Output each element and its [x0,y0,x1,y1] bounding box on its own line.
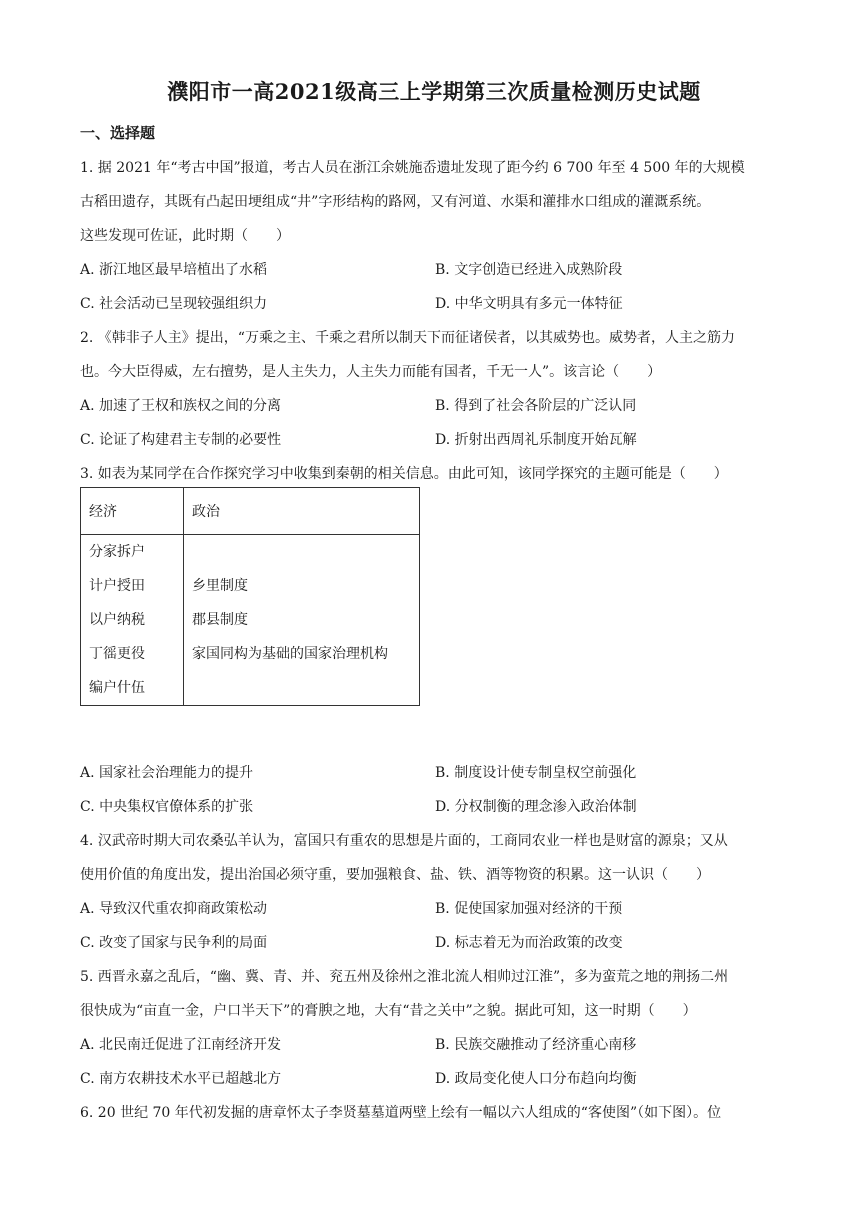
q3-option-a: A. 国家社会治理能力的提升 [80,765,254,781]
politics-item: 郡县制度 [192,612,248,628]
q1-option-c: C. 社会活动已呈现较强组织力 [80,296,268,312]
q4-option-b: B. 促使国家加强对经济的干预 [435,901,623,917]
economy-item: 分家拆户 [89,544,145,560]
q4-option-c: C. 改变了国家与民争利的局面 [80,935,268,951]
q4-option-a: A. 导致汉代重农抑商政策松动 [80,901,268,917]
q1-option-b: B. 文字创造已经进入成熟阶段 [435,262,623,278]
q5-line-1: 5. 西晋永嘉之乱后，“幽、冀、青、并、兖五州及徐州之淮北流人相帅过江淮”，多为蛮荒之地的荆扬二州 [80,969,729,985]
q4-line-2: 使用价值的角度出发，提出治国必须守重，要加强粮食、盐、铁、酒等物资的积累。这一认识（ ） [80,867,710,883]
q2-line-2: 也。今大臣得威，左右擅势，是人主失力，人主失力而能有国者，千无一人”。该言论（ ） [80,364,662,380]
q1-line-1: 1. 据 2021 年“考古中国”报道，考古人员在浙江余姚施岙遗址发现了距今约 6 700 年至 4 500 年的大规模 [80,160,745,176]
q1-line-2: 古稻田遗存，其既有凸起田埂组成“井”字形结构的路网，又有河道、水渠和灌排水口组成的灌溉系统。 [80,194,711,210]
politics-item: 乡里制度 [192,578,248,594]
q4-line-1: 4. 汉武帝时期大司农桑弘羊认为，富国只有重农的思想是片面的，工商同农业一样也是财富的源泉；又从 [80,833,728,849]
q2-line-1: 2. 《韩非子人主》提出，“万乘之主、千乘之君所以制天下而征诸侯者，以其威势也。威势者，人主之筋力 [80,330,735,346]
q5-option-a: A. 北民南迁促进了江南经济开发 [80,1037,282,1053]
q6-line-1: 6. 20 世纪 70 年代初发掘的唐章怀太子李贤墓墓道两壁上绘有一幅以六人组成的“客使图”（如下图）。位 [80,1105,722,1121]
table-header-row [81,488,420,535]
table-cell-economy [81,535,184,706]
section-heading: 一、选择题 [80,124,156,142]
table-header-politics: 政治 [184,488,420,535]
economy-item: 丁徭更役 [89,646,145,662]
q4-option-d: D. 标志着无为而治政策的改变 [435,935,623,951]
q2-option-b: B. 得到了社会各阶层的广泛认同 [435,398,637,414]
q3-option-c: C. 中央集权官僚体系的扩张 [80,799,254,815]
page-title: 濮阳市一高2021级高三上学期第三次质量检测历史试题 [167,79,701,104]
table-body-row [81,535,420,706]
q1-option-a: A. 浙江地区最早培植出了水稻 [80,262,268,278]
table-cell-politics [184,535,420,706]
q1-option-d: D. 中华文明具有多元一体特征 [435,296,623,312]
q3-option-d: D. 分权制衡的理念渗入政治体制 [435,799,637,815]
q5-option-d: D. 政局变化使人口分布趋向均衡 [435,1071,637,1087]
q3-line-1: 3. 如表为某同学在合作探究学习中收集到秦朝的相关信息。由此可知，该同学探究的主题可能是（ ） [80,466,728,482]
q5-option-c: C. 南方农耕技术水平已超越北方 [80,1071,282,1087]
q5-option-b: B. 民族交融推动了经济重心南移 [435,1037,637,1053]
q2-option-d: D. 折射出西周礼乐制度开始瓦解 [435,432,637,448]
q1-line-3: 这些发现可佐证，此时期（ ） [80,228,290,244]
q5-line-2: 很快成为“亩直一金，户口半天下”的膏腴之地，大有“昔之关中”之貌。据此可知，这一时期（ ） [80,1003,697,1019]
economy-item: 计户授田 [89,578,145,594]
table-header-economy: 经济 [81,488,184,535]
economy-item: 编户什伍 [89,680,145,696]
q3-option-b: B. 制度设计使专制皇权空前强化 [435,765,637,781]
economy-item: 以户纳税 [89,612,145,628]
q2-option-c: C. 论证了构建君主专制的必要性 [80,432,282,448]
politics-item: 家国同构为基础的国家治理机构 [192,646,388,662]
q2-option-a: A. 加速了王权和族权之间的分离 [80,398,282,414]
qin-info-table [80,487,420,706]
